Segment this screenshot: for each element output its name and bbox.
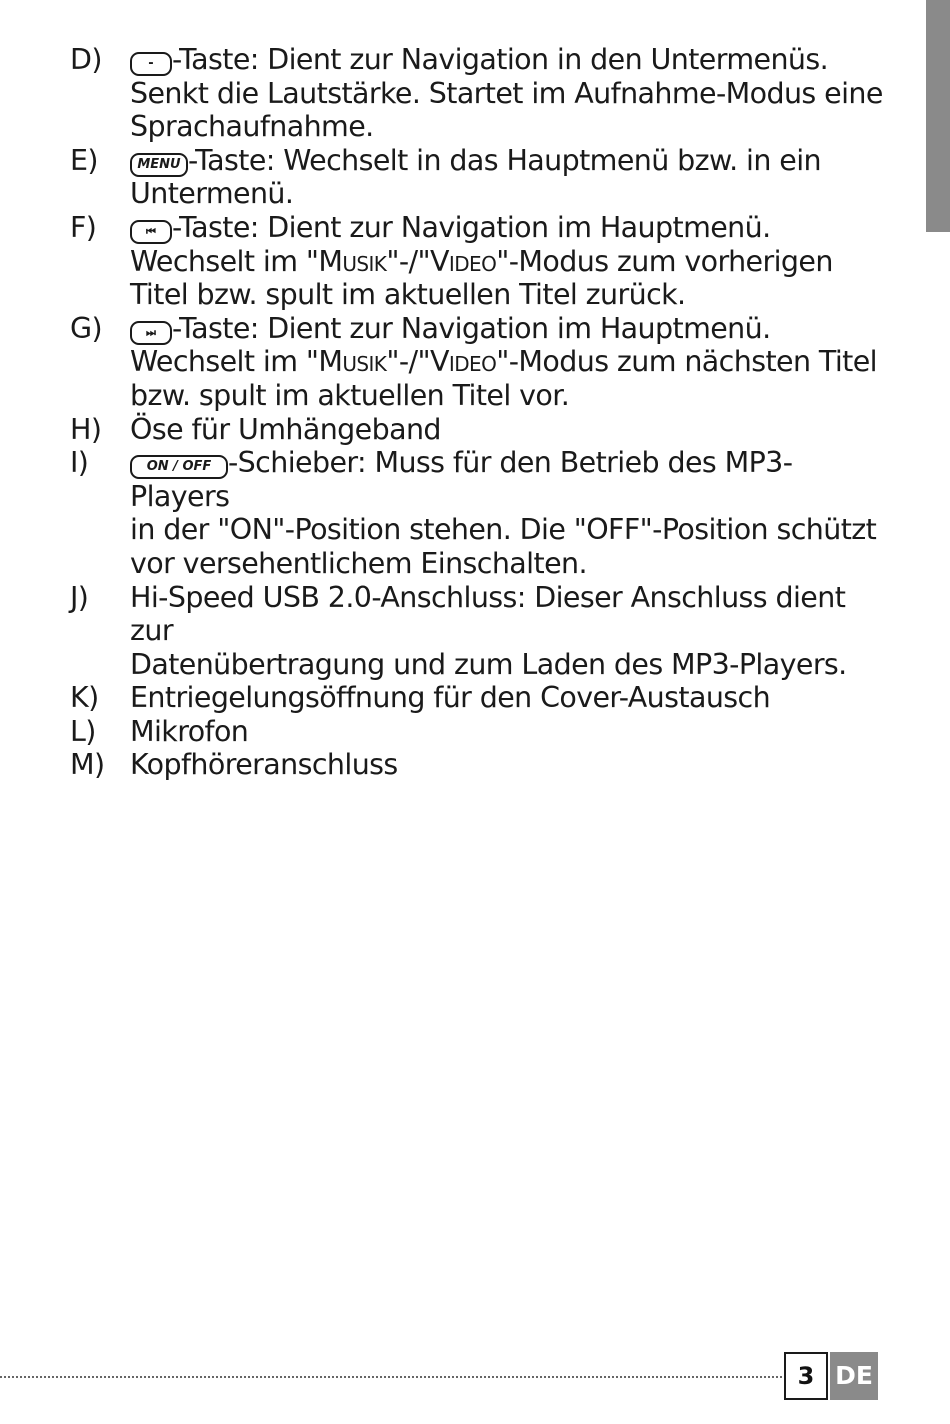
item-text: Entriegelungsöffnung für den Cover-Austausch: [130, 681, 771, 715]
item-text: Kopfhöreranschluss: [130, 748, 398, 782]
component-description-list: [70, 43, 890, 782]
list-item-e: [70, 144, 890, 211]
list-item-l: [70, 715, 890, 749]
page-number: 3: [784, 1352, 828, 1400]
next-key-icon: ⏭: [130, 321, 172, 345]
list-item-j: [70, 581, 890, 682]
language-badge: DE: [830, 1352, 878, 1400]
list-item-i: [70, 446, 890, 580]
item-letter: M): [70, 748, 105, 782]
list-item-m: [70, 748, 890, 782]
item-text: ON / OFF -Schieber: Muss für den Betrieb des MP3-Players in der "ON"-Position stehen. Die "OFF"-Position schützt vor versehentlichem Einschalten.: [130, 446, 877, 580]
item-letter: J): [70, 580, 89, 614]
item-text: MENU -Taste: Wechselt in das Hauptmenü bzw. in ein Untermenü.: [130, 143, 821, 211]
list-item-h: [70, 413, 890, 447]
footer-dotted-rule: [0, 1376, 782, 1378]
item-text: ⏭ -Taste: Dient zur Navigation im Hauptmenü. Wechselt im "Musik"-/"Video"-Modus zum nächsten Titel bzw. spult im aktuellen Titel vor.: [130, 311, 877, 412]
item-letter: K): [70, 681, 99, 715]
menu-key-icon: MENU: [130, 153, 188, 177]
list-item-d: [70, 43, 890, 144]
item-text: - -Taste: Dient zur Navigation in den Untermenüs. Senkt die Lautstärke. Startet im Aufnahme-Modus eine Sprachaufnahme.: [130, 43, 883, 144]
item-letter: G): [70, 311, 103, 345]
item-letter: D): [70, 43, 102, 76]
item-text: Mikrofon: [130, 714, 249, 748]
minus-key-icon: -: [130, 52, 172, 76]
item-text: Hi-Speed USB 2.0-Anschluss: Dieser Anschluss dient zur Datenübertragung und zum Laden des MP3-Players.: [130, 580, 847, 681]
list-item-k: [70, 681, 890, 715]
item-text: ⏮ -Taste: Dient zur Navigation im Hauptmenü. Wechselt im "Musik"-/"Video"-Modus zum vorherigen Titel bzw. spult im aktuellen Titel zurück.: [130, 210, 833, 312]
item-letter: F): [70, 210, 97, 244]
item-text: Öse für Umhängeband: [130, 412, 441, 446]
list-item-g: [70, 312, 890, 413]
item-letter: I): [70, 446, 89, 480]
section-side-tab: [926, 0, 950, 232]
item-letter: L): [70, 714, 96, 748]
item-letter: E): [70, 143, 98, 177]
previous-key-icon: ⏮: [130, 220, 172, 244]
on-off-switch-icon: ON / OFF: [130, 455, 228, 479]
list-item-f: [70, 211, 890, 312]
item-letter: H): [70, 412, 102, 446]
